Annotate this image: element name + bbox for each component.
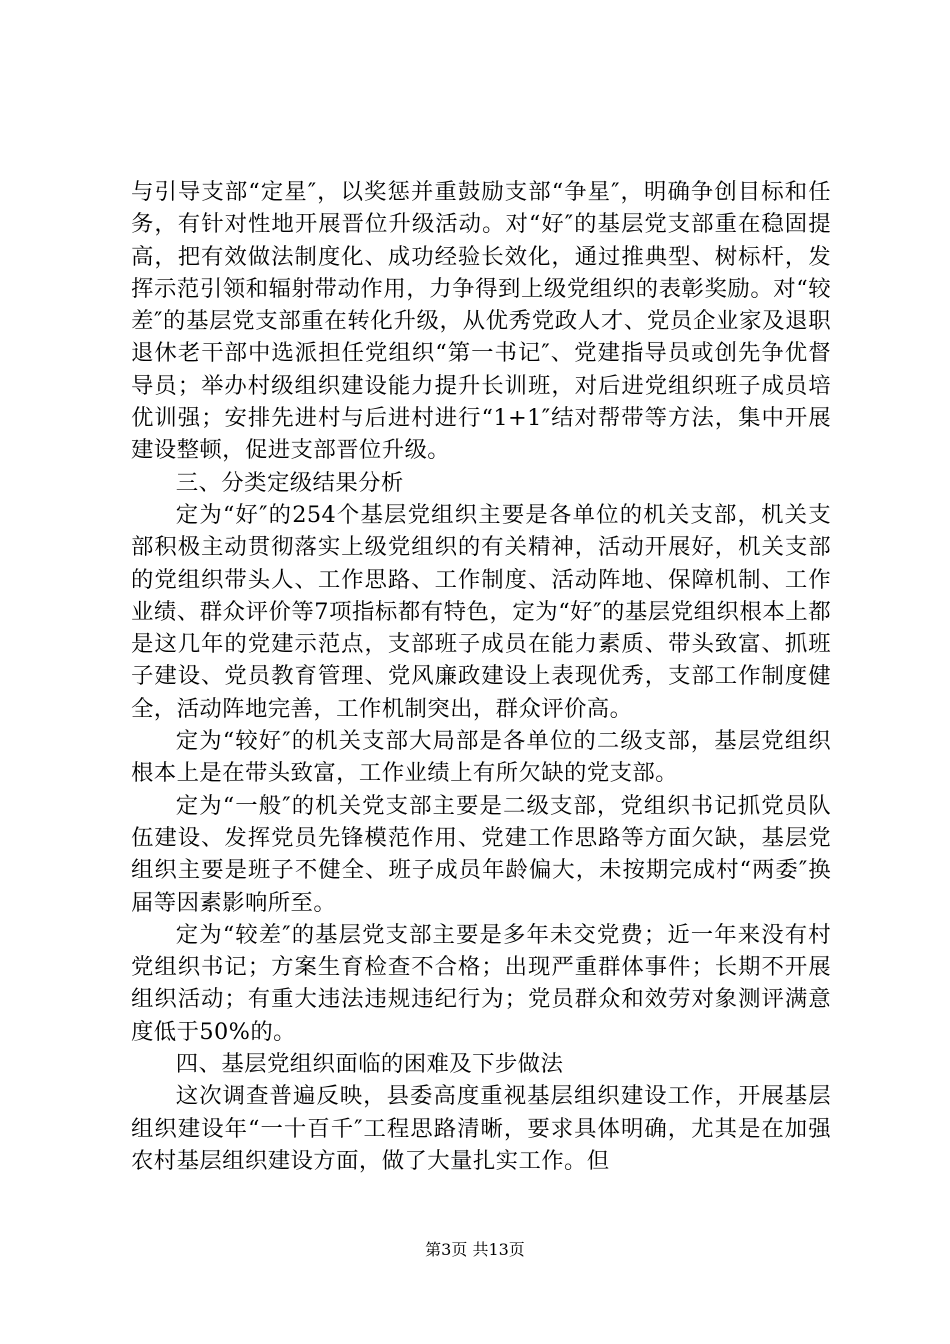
paragraph-rated-good: 定为“好″的254个基层党组织主要是各单位的机关支部，机关支部积极主动贯彻落实上级党组织的有关精神，活动开展好，机关支部的党组织带头人、工作思路、工作制度、活动阵地、保障机制、工作业绩、群众评价等7项指标都有特色，定为“好″的基层党组织根本上都是这几年的党建示范点，支部班子成员在能力素质、带头致富、抓班子建设、党员教育管理、党风廉政建设上表现优秀，支部工作制度健全，活动阵地完善，工作机制突出，群众评价高。 (131, 501, 831, 722)
paragraph-rated-fairly-good: 定为“较好″的机关支部大局部是各单位的二级支部，基层党组织根本上是在带头致富，工作业绩上有所欠缺的党支部。 (131, 728, 831, 787)
document-body (131, 176, 831, 1177)
paragraph-rated-average: 定为“一般″的机关党支部主要是二级支部，党组织书记抓党员队伍建设、发挥党员先锋模范作用、党建工作思路等方面欠缺，基层党组织主要是班子不健全、班子成员年龄偏大，未按期完成村“两委″换届等因素影响所至。 (131, 792, 831, 916)
section-heading-difficulties-next-steps: 四、基层党组织面临的困难及下步做法 (175, 1051, 564, 1078)
page-number-footer: 第3页 共13页 (425, 1240, 525, 1259)
section-heading-classification-analysis: 三、分类定级结果分析 (175, 469, 404, 496)
paragraph-survey-findings: 这次调查普遍反映，县委高度重视基层组织建设工作，开展基层组织建设年“一十百千″工程思路清晰，要求具体明确，尤其是在加强农村基层组织建设方面，做了大量扎实工作。但 (131, 1083, 831, 1174)
paragraph-star-rating-measures: 与引导支部“定星″，以奖惩并重鼓励支部“争星″，明确争创目标和任务，有针对性地开展晋位升级活动。对“好″的基层党支部重在稳固提高，把有效做法制度化、成功经验长效化，通过推典型、树标杆，发挥示范引领和辐射带动作用，力争得到上级党组织的表彰奖励。对“较差″的基层党支部重在转化升级，从优秀党政人才、党员企业家及退职退休老干部中选派担任党组织“第一书记″、党建指导员或创先争优督导员；举办村级组织建设能力提升长训班，对后进党组织班子成员培优训强；安排先进村与后进村进行“1+1″结对帮带等方法，集中开展建设整顿，促进支部晋位升级。 (131, 179, 831, 464)
paragraph-rated-poor: 定为“较差″的基层党支部主要是多年未交党费；近一年来没有村党组织书记；方案生育检查不合格；出现严重群体事件；长期不开展组织活动；有重大违法违规违纪行为；党员群众和效劳对象测评满意度低于50%的。 (131, 921, 831, 1045)
